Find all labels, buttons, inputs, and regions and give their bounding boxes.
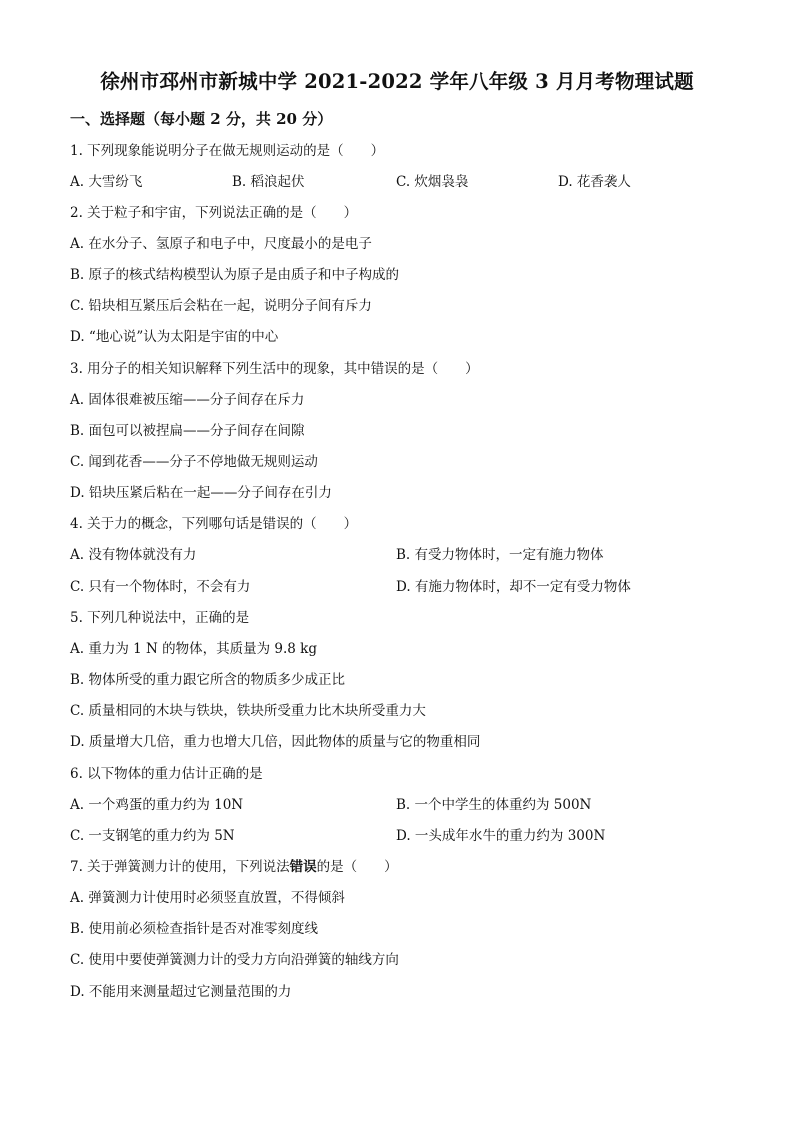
question-1-option-b: B. 稻浪起伏 (232, 174, 305, 190)
question-1-option-c: C. 炊烟袅袅 (396, 174, 469, 190)
question-2-option-d: D. “地心说”认为太阳是宇宙的中心 (70, 329, 279, 345)
question-4-option-a: A. 没有物体就没有力 (70, 547, 197, 563)
question-7-option-b: B. 使用前必须检查指针是否对准零刻度线 (70, 921, 319, 937)
question-3-option-b: B. 面包可以被捏扁——分子间存在间隙 (70, 423, 305, 439)
question-2-stem: 2. 关于粒子和宇宙，下列说法正确的是（ ） (70, 205, 358, 221)
page-title: 徐州市邳州市新城中学 2021-2022 学年八年级 3 月月考物理试题 (100, 70, 694, 93)
question-6-stem: 6. 以下物体的重力估计正确的是 (70, 766, 263, 782)
question-5-option-d: D. 质量增大几倍，重力也增大几倍，因此物体的质量与它的物重相同 (70, 734, 481, 750)
question-6-option-b: B. 一个中学生的体重约为 500N (396, 797, 592, 813)
question-7-stem-emphasis: 错误 (289, 859, 317, 875)
question-2-option-b: B. 原子的核式结构模型认为原子是由质子和中子构成的 (70, 267, 400, 283)
question-4-option-d: D. 有施力物体时，却不一定有受力物体 (396, 579, 631, 595)
question-5-option-c: C. 质量相同的木块与铁块，铁块所受重力比木块所受重力大 (70, 703, 426, 719)
question-1-stem: 1. 下列现象能说明分子在做无规则运动的是（ ） (70, 143, 385, 159)
question-3-option-c: C. 闻到花香——分子不停地做无规则运动 (70, 454, 318, 470)
section-heading: 一、选择题（每小题 2 分，共 20 分） (70, 110, 333, 128)
question-6-option-d: D. 一头成年水牛的重力约为 300N (396, 828, 606, 844)
question-4-stem: 4. 关于力的概念，下列哪句话是错误的（ ） (70, 516, 358, 532)
question-2-option-a: A. 在水分子、氢原子和电子中，尺度最小的是电子 (70, 236, 372, 252)
question-3-stem: 3. 用分子的相关知识解释下列生活中的现象，其中错误的是（ ） (70, 361, 479, 377)
question-5-option-a: A. 重力为 1 N 的物体，其质量为 9.8 kg (70, 641, 317, 657)
question-7-stem-post: 的是（ ） (316, 859, 398, 875)
question-5-option-b: B. 物体所受的重力跟它所含的物质多少成正比 (70, 672, 346, 688)
question-3-option-a: A. 固体很难被压缩——分子间存在斥力 (70, 392, 305, 408)
question-3-option-d: D. 铅块压紧后粘在一起——分子间存在引力 (70, 485, 332, 501)
question-2-option-c: C. 铅块相互紧压后会粘在一起，说明分子间有斥力 (70, 298, 372, 314)
question-7-option-a: A. 弹簧测力计使用时必须竖直放置，不得倾斜 (70, 890, 345, 906)
question-6-option-a: A. 一个鸡蛋的重力约为 10N (70, 797, 244, 813)
question-6-option-c: C. 一支钢笔的重力约为 5N (70, 828, 235, 844)
question-1-option-d: D. 花香袭人 (558, 174, 631, 190)
question-7-option-d: D. 不能用来测量超过它测量范围的力 (70, 984, 292, 1000)
question-4-option-c: C. 只有一个物体时，不会有力 (70, 579, 251, 595)
question-7-stem (70, 858, 398, 876)
question-1-option-a: A. 大雪纷飞 (70, 174, 143, 190)
question-5-stem: 5. 下列几种说法中，正确的是 (70, 610, 250, 626)
question-7-stem-pre: 7. 关于弹簧测力计的使用，下列说法 (70, 859, 290, 875)
question-4-option-b: B. 有受力物体时，一定有施力物体 (396, 547, 604, 563)
question-7-option-c: C. 使用中要使弹簧测力计的受力方向沿弹簧的轴线方向 (70, 952, 399, 968)
